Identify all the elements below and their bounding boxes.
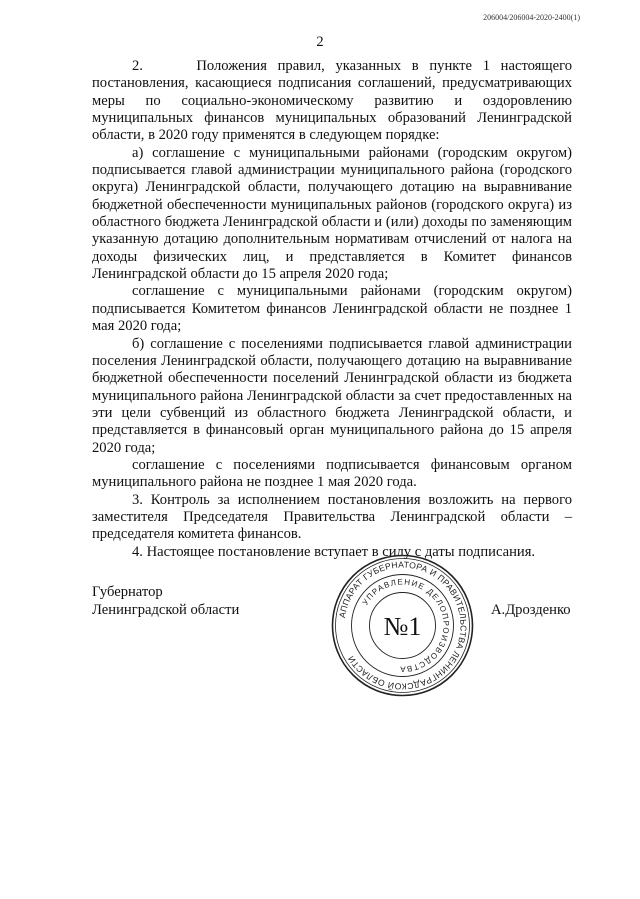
document-body — [92, 58, 572, 561]
stamp-number: №1 — [383, 612, 422, 641]
signatory-position-line2: Ленинградской области — [92, 601, 240, 618]
official-stamp — [330, 553, 475, 698]
paragraph-2: 2. Положения правил, указанных в пункте 1 настоящего постановления, касающиеся подписания соглашений, предусматривающих меры по социально-экономическому развитию и оздоровлению муниципальных финансов муниципальных образований Ленинградской области, в 2020 году применятся в следующем порядке: — [92, 58, 572, 144]
paragraph-2a: а) соглашение с муниципальными районами (городским округом) подписывается главой администрации муниципального района (городского округа) Ленинградской области, получающего дотацию на выравнивание бюджетной обеспеченности муниципальных районов (городского округа) из областного бюджета Ленинградской области и (или) доходы по заменяющим указанную дотацию дополнительным нормативам отчислений от налога на доходы физических лиц, и представляется в Комитет финансов Ленинградской области до 15 апреля 2020 года; — [92, 144, 572, 283]
paragraph-2b: б) соглашение с поселениями подписывается главой администрации поселения Ленинградской области, получающего дотацию на выравнивание бюджетной обеспеченности поселений Ленинградской области из бюджета муниципального района Ленинградской области за счет предоставленных на эти цели субвенций из областного бюджета Ленинградской области, и представляется в финансовый орган муниципального района до 15 апреля 2020 года; — [92, 335, 572, 456]
paragraph-4: 4. Настоящее постановление вступает в силу с даты подписания. — [132, 543, 536, 560]
paragraph-3: 3. Контроль за исполнением постановления возложить на первого заместителя Председателя Правительства Ленинградской области – председателя комитета финансов. — [92, 491, 572, 543]
document-id: 206004/206004-2020-2400(1) — [483, 13, 580, 22]
signatory-name: А.Дрозденко — [491, 602, 571, 618]
signatory-position-line1: Губернатор — [92, 584, 163, 600]
paragraph-2b-agreement: соглашение с поселениями подписывается финансовым органом муниципального района не позднее 1 мая 2020 года. — [92, 456, 572, 491]
stamp-inner-text: УПРАВЛЕНИЕ ДЕЛОПРОИЗВОДСТВА — [360, 577, 451, 674]
signatory-position — [92, 584, 239, 619]
page-number: 2 — [316, 34, 324, 50]
paragraph-2a-agreement: соглашение с муниципальными районами (городским округом) подписывается Комитетом финансов Ленинградской области не позднее 1 мая 2020 года; — [92, 283, 572, 335]
stamp-outer-text: АППАРАТ ГУБЕРНАТОРА И ПРАВИТЕЛЬСТВА ЛЕНИНГРАДСКОЙ ОБЛАСТИ — [337, 559, 469, 692]
